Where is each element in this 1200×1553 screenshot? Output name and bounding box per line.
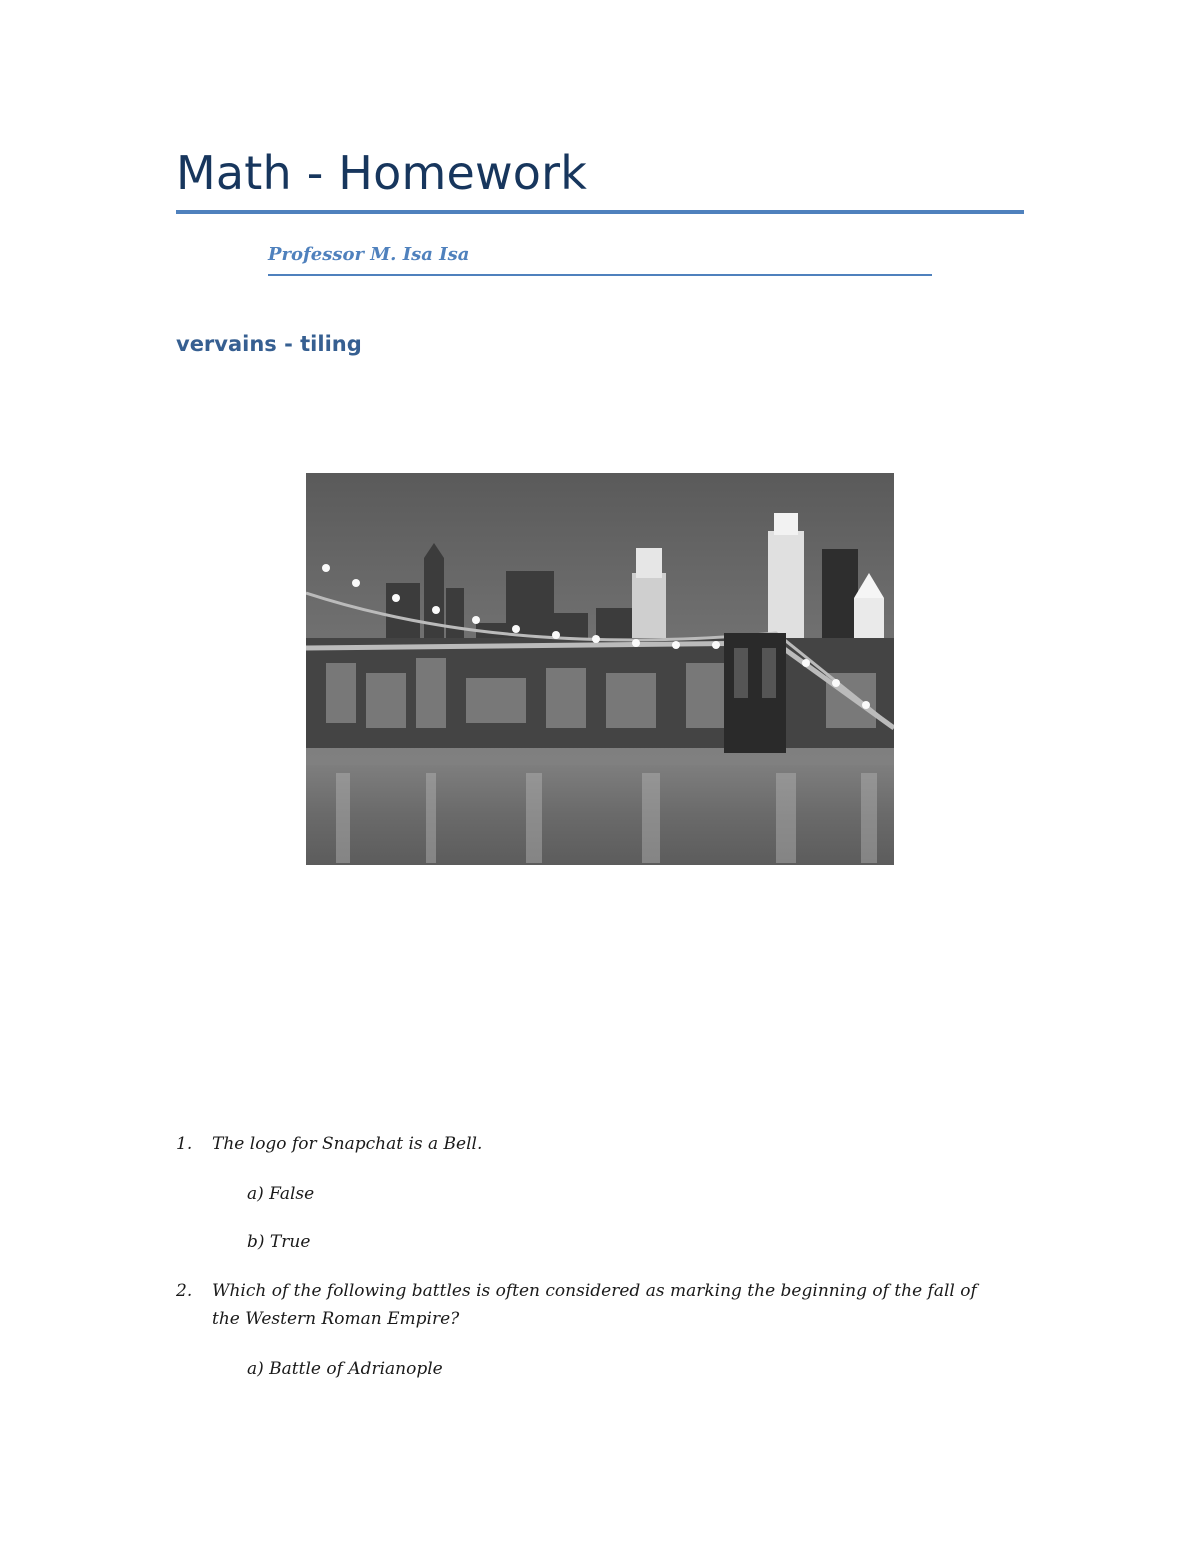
question-1-option-b: b) True — [247, 1232, 311, 1252]
city-skyline-bridge-photo-icon — [306, 473, 894, 865]
section-heading: vervains - tiling — [176, 332, 362, 356]
question-2 — [176, 1277, 1006, 1333]
question-text: Which of the following battles is often considered as marking the beginning of the fall of the Western Roman Empire? — [212, 1281, 977, 1329]
question-1-option-a: a) False — [247, 1184, 315, 1204]
question-number: 1. — [176, 1134, 193, 1154]
document-title: Math - Homework — [176, 146, 588, 200]
author-line: Professor M. Isa Isa — [268, 244, 470, 265]
author-divider — [268, 274, 932, 276]
question-number: 2. — [176, 1281, 193, 1301]
title-divider — [176, 210, 1024, 214]
question-2-option-a: a) Battle of Adrianople — [247, 1359, 443, 1379]
question-1 — [176, 1130, 1006, 1158]
question-text: The logo for Snapchat is a Bell. — [212, 1134, 483, 1154]
